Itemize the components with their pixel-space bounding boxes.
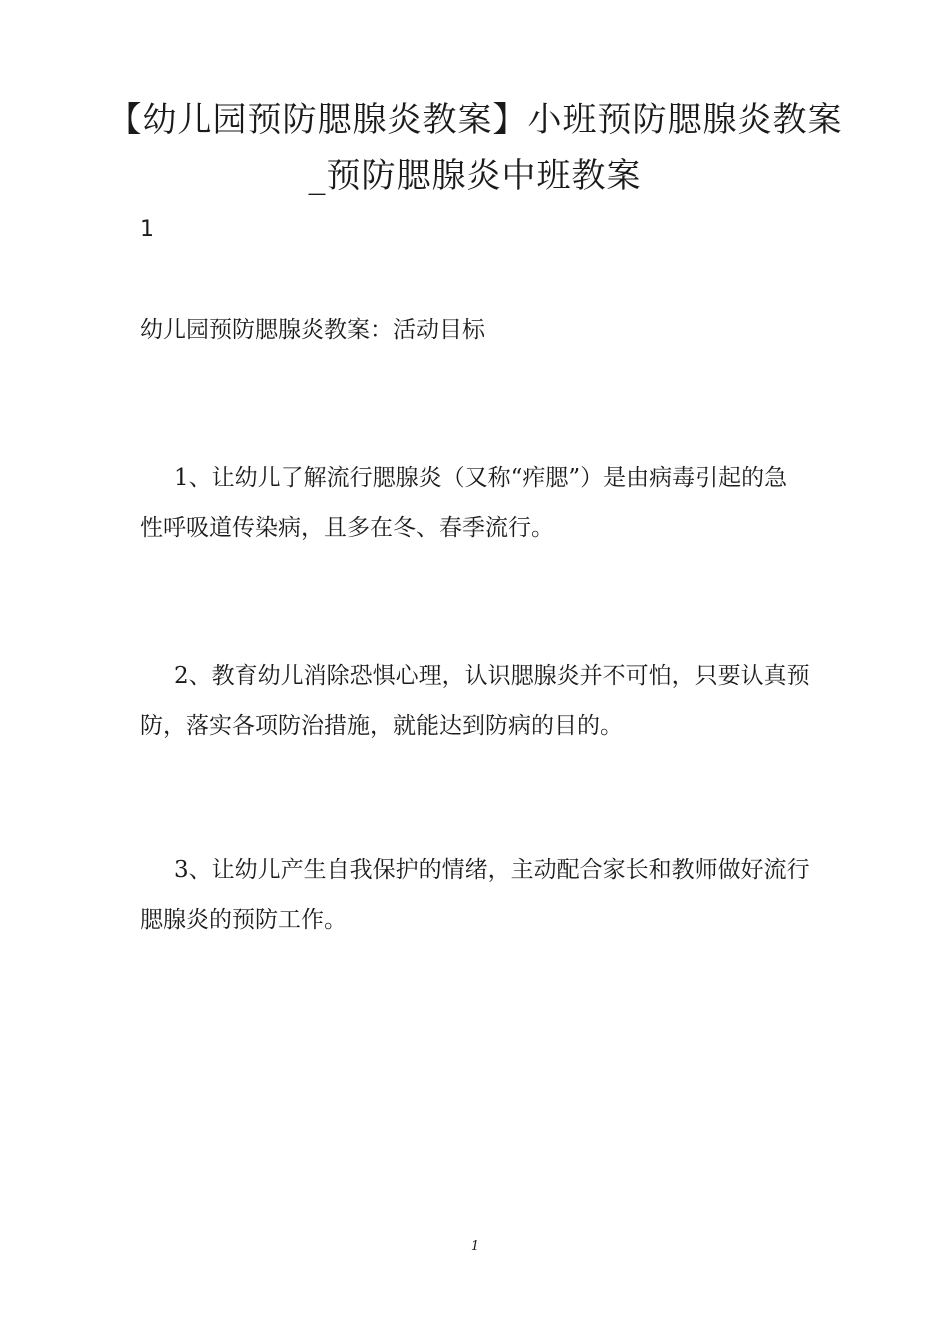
page-number: 1 bbox=[470, 1239, 480, 1254]
paragraph-goal-1: 1、让幼儿了解流行腮腺炎（又称“痄腮”）是由病毒引起的急性呼吸道传染病，且多在冬、春季流行。 bbox=[140, 465, 788, 541]
section-number: 1 bbox=[140, 217, 154, 242]
paragraph-goal-2: 2、教育幼儿消除恐惧心理，认识腮腺炎并不可怕，只要认真预防，落实各项防治措施，就能达到防病的目的。 bbox=[140, 663, 810, 739]
paragraph-goal-3: 3、让幼儿产生自我保护的情绪，主动配合家长和教师做好流行腮腺炎的预防工作。 bbox=[140, 857, 810, 933]
document-title: 【幼儿园预防腮腺炎教案】小班预防腮腺炎教案_预防腮腺炎中班教案 bbox=[107, 100, 843, 196]
section-subheading: 幼儿园预防腮腺炎教案：活动目标 bbox=[140, 317, 485, 343]
